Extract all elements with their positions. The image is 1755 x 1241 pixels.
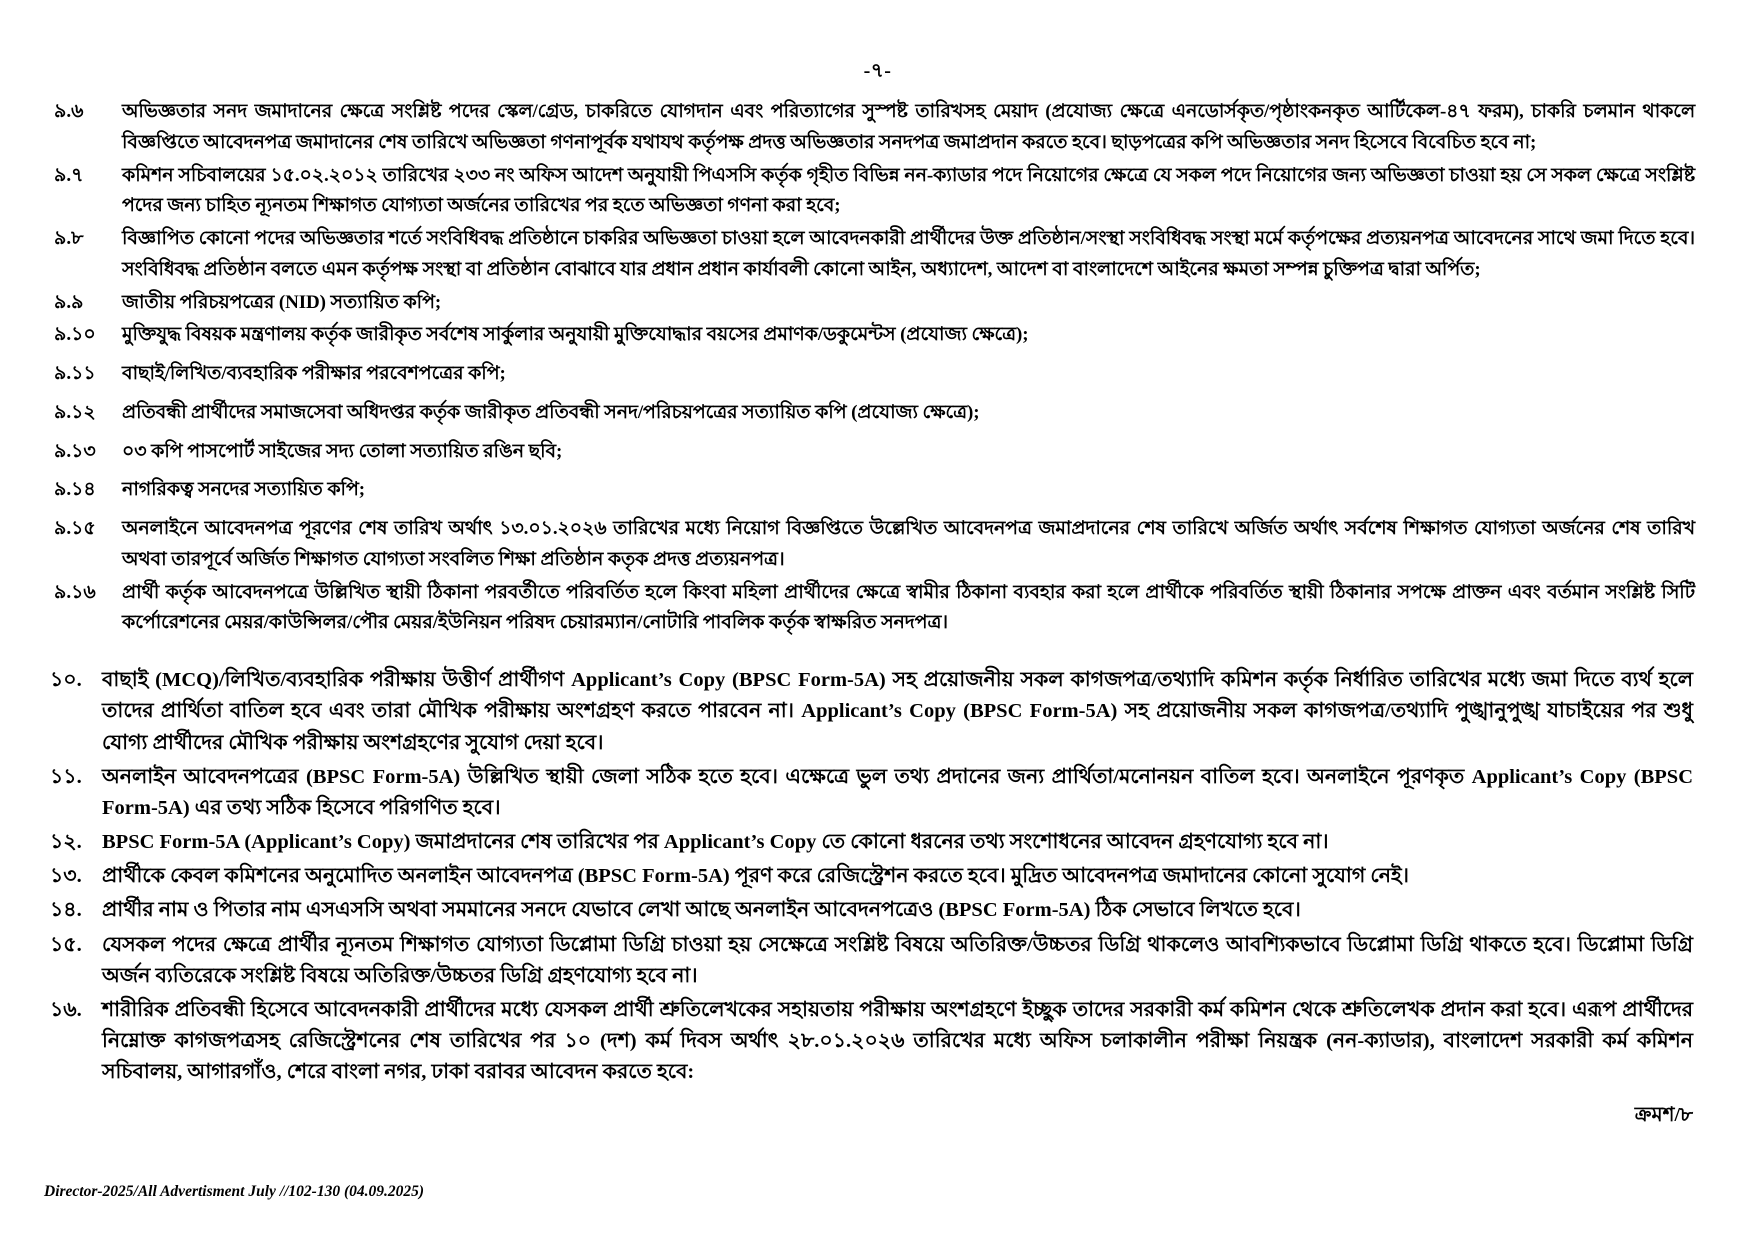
sub-clause-number: ৯.১৫: [54, 518, 96, 540]
sub-clause-number: ৯.১১: [54, 363, 96, 385]
sub-clause-number: ৯.১৬: [54, 581, 96, 603]
sub-clause-number: ৯.৬: [54, 101, 84, 122]
sub-clause-text: নাগরিকত্ব সনদের সত্যায়িত কপি;: [122, 479, 365, 501]
sub-clause-item: [50, 288, 1695, 319]
main-clause-number: ১৫.: [50, 933, 82, 956]
main-clause-number: ১৩.: [50, 865, 82, 888]
sub-clause-item: [50, 97, 1695, 159]
sub-clause-number: ৯.৭: [54, 164, 84, 186]
sub-clause-text: বিজ্ঞাপিত কোনো পদের অভিজ্ঞতার শর্তে সংবিধিবদ্ধ প্রতিষ্ঠানে চাকরির অভিজ্ঞতা চাওয়া হলে আবেদনকারী প্রার্থীদের উক্ত প্রতিষ্ঠান/সংস্থা সংবিধিবদ্ধ সংস্থা মর্মে কর্তৃপক্ষের প্রত্যয়নপত্র আবেদনের সাথে জমা দিতে হবে। সংবিধিবদ্ধ প্রতিষ্ঠান বলতে এমন কর্তৃপক্ষ সংস্থা বা প্রতিষ্ঠান বোঝাবে যার প্রধান প্রধান কার্যাবলী কোনো আইন, অধ্যাদেশ, আদেশ বা বাংলাদেশে আইনের ক্ষমতা সম্পন্ন চুক্তিপত্র দ্বারা অর্পিত;: [122, 228, 1695, 280]
main-clause-number: ১৪.: [50, 899, 82, 922]
main-clause-item: [40, 895, 1693, 926]
sub-clause-item: [50, 398, 1695, 429]
sub-clause-item: [50, 475, 1695, 506]
main-clause-item: [40, 930, 1693, 992]
page-number: -৭-: [863, 60, 892, 82]
main-clause-number: ১১.: [50, 765, 82, 788]
sub-clause-text: কমিশন সচিবালয়ের ১৫.০২.২০১২ তারিখের ২৩৩ নং অফিস আদেশ অনুযায়ী পিএসসি কর্তৃক গৃহীত বিভিন্ন নন-ক্যাডার পদে নিয়োগের ক্ষেত্রে যে সকল পদে নিয়োগের জন্য অভিজ্ঞতা চাওয়া হয় সে সকল ক্ষেত্রে সংশ্লিষ্ট পদের জন্য চাহিত ন্যূনতম শিক্ষাগত যোগ্যতা অর্জনের তারিখের পর হতে অভিজ্ঞতা গণনা করা হবে;: [122, 164, 1695, 217]
main-clause-text: প্রার্থীর নাম ও পিতার নাম এসএসসি অথবা সমমানের সনদে যেভাবে লেখা আছে অনলাইন আবেদনপত্রেও (BPSC Form-5A) ঠিক সেভাবে লিখতে হবে।: [102, 899, 1301, 922]
sub-clause-text: বাছাই/লিখিত/ব্যবহারিক পরীক্ষার পরবেশপত্রের কপি;: [122, 363, 506, 385]
sub-clause-number: ৯.৮: [54, 228, 84, 250]
sub-clause-text: অনলাইনে আবেদনপত্র পূরণের শেষ তারিখ অর্থাৎ ১৩.০১.২০২৬ তারিখের মধ্যে নিয়োগ বিজ্ঞপ্তিতে উল্লেখিত আবেদনপত্র জমাপ্রদানের শেষ তারিখে অর্জিত অর্থাৎ সর্বশেষ শিক্ষাগত যোগ্যতা অর্জনের শেষ তারিখ অথবা তারপূর্বে অর্জিত শিক্ষাগত যোগ্যতা সংবলিত শিক্ষা প্রতিষ্ঠান কতৃক প্রদত্ত প্রত্যয়নপত্র।: [122, 518, 1695, 570]
main-clause-item: [40, 995, 1693, 1088]
main-clause-text: BPSC Form-5A (Applicant’s Copy) জমাপ্রদানের শেষ তারিখের পর Applicant’s Copy তে কোনো ধরনের তথ্য সংশোধনের আবেদন গ্রহণযোগ্য হবে না।: [102, 831, 1329, 854]
sub-clause-item: [50, 437, 1695, 468]
main-clause-item: [40, 861, 1693, 892]
sub-clause-text: জাতীয় পরিচয়পত্রের (NID) সত্যায়িত কপি;: [122, 291, 442, 313]
sub-clause-number: ৯.৯: [54, 291, 84, 313]
sub-clause-item: [50, 578, 1695, 640]
sub-clause-number: ৯.১৩: [54, 440, 96, 462]
main-clause-text: বাছাই (MCQ)/লিখিত/ব্যবহারিক পরীক্ষায় উত্তীর্ণ প্রার্থীগণ Applicant’s Copy (BPSC Form-5A) সহ প্রয়োজনীয় সকল কাগজপত্র/তথ্যাদি কমিশন কর্তৃক নির্ধারিত তারিখের মধ্যে জমা দিতে ব্যর্থ হলে তাদের প্রার্থিতা বাতিল হবে এবং তারা মৌখিক পরীক্ষায় অংশগ্রহণ করতে পারবেন না। Applicant’s Copy (BPSC Form-5A) সহ প্রয়োজনীয় সকল কাগজপত্র/তথ্যাদি পুঙ্খানুপুঙ্খ যাচাইয়ের পর শুধু যোগ্য প্রার্থীদের মৌখিক পরীক্ষায় অংশগ্রহণের সুযোগ দেয়া হবে।: [102, 669, 1693, 754]
main-clause-item: [40, 665, 1693, 758]
sub-clause-list: [0, 97, 1755, 639]
sub-clause-item: [50, 514, 1695, 576]
main-clause-number: ১৬.: [50, 998, 82, 1021]
main-clause-item: [40, 827, 1693, 858]
main-clause-text: শারীরিক প্রতিবন্ধী হিসেবে আবেদনকারী প্রার্থীদের মধ্যে যেসকল প্রার্থী শ্রুতিলেখকের সহায়তায় পরীক্ষায় অংশগ্রহণে ইচ্ছুক তাদের সরকারী কর্ম কমিশন থেকে শ্রুতিলেখক প্রদান করা হবে। এরূপ প্রার্থীদের নিম্নোক্ত কাগজপত্রসহ রেজিস্ট্রেশনের শেষ তারিখের পর ১০ (দশ) কর্ম দিবস অর্থাৎ ২৮.০১.২০২৬ তারিখের মধ্যে অফিস চলাকালীন পরীক্ষা নিয়ন্ত্রক (নন-ক্যাডার), বাংলাদেশ সরকারী কর্ম কমিশন সচিবালয়, আগারগাঁও, শেরে বাংলা নগর, ঢাকা বরাবর আবেদন করতে হবে:: [102, 998, 1693, 1084]
sub-clause-number: ৯.১৪: [54, 479, 96, 501]
sub-clause-text: অভিজ্ঞতার সনদ জমাদানের ক্ষেত্রে সংশ্লিষ্ট পদের স্কেল/গ্রেড, চাকরিতে যোগদান এবং পরিত্যাগের সুস্পষ্ট তারিখসহ মেয়াদ (প্রযোজ্য ক্ষেত্রে এনডোর্সকৃত/পৃষ্ঠাংকনকৃত আর্টিকেল-৪৭ ফরম), চাকরি চলমান থাকলে বিজ্ঞপ্তিতে আবেদনপত্র জমাদানের শেষ তারিখে অভিজ্ঞতা গণনাপূর্বক যথাযথ কর্তৃপক্ষ প্রদত্ত অভিজ্ঞতার সনদপত্র জমাপ্রদান করতে হবে। ছাড়পত্রের কপি অভিজ্ঞতার সনদ হিসেবে বিবেচিত হবে না;: [122, 101, 1695, 153]
sub-clause-text: ০৩ কপি পাসপোর্ট সাইজের সদ্য তোলা সত্যায়িত রঙিন ছবি;: [122, 440, 563, 462]
sub-clause-item: [50, 359, 1695, 390]
sub-clause-item: [50, 224, 1695, 286]
sub-clause-item: [50, 161, 1695, 223]
sub-clause-number: ৯.১০: [54, 324, 96, 346]
footer-reference: Director-2025/All Advertisment July //102-130 (04.09.2025): [44, 1183, 425, 1200]
sub-clause-text: প্রার্থী কর্তৃক আবেদনপত্রে উল্লিখিত স্থায়ী ঠিকানা পরবর্তীতে পরিবর্তিত হলে কিংবা মহিলা প্রার্থীদের ক্ষেত্রে স্বামীর ঠিকানা ব্যবহার করা হলে প্রার্থীকে পরিবর্তিত স্থায়ী ঠিকানার সপক্ষে প্রাক্তন এবং বর্তমান সংশ্লিষ্ট সিটি কর্পোরেশনের মেয়র/কাউন্সিলর/পৌর মেয়র/ইউনিয়ন পরিষদ চেয়ারম্যান/নোটারি পাবলিক কর্তৃক স্বাক্ষরিত সনদপত্র।: [122, 581, 1695, 634]
continued-marker: ক্রমশ/৮: [1634, 1104, 1693, 1126]
sub-clause-number: ৯.১২: [54, 401, 96, 423]
sub-clause-text: প্রতিবন্ধী প্রার্থীদের সমাজসেবা অধিদপ্তর কর্তৃক জারীকৃত প্রতিবন্ধী সনদ/পরিচয়পত্রের সত্যায়িত কপি (প্রযোজ্য ক্ষেত্রে);: [122, 401, 980, 423]
main-clause-item: [40, 762, 1693, 824]
main-clause-list: [0, 665, 1755, 1088]
main-clause-number: ১০.: [50, 669, 82, 692]
main-clause-text: প্রার্থীকে কেবল কমিশনের অনুমোদিত অনলাইন আবেদনপত্র (BPSC Form-5A) পূরণ করে রেজিস্ট্রেশন করতে হবে। মুদ্রিত আবেদনপত্র জমাদানের কোনো সুযোগ নেই।: [102, 865, 1409, 888]
main-clause-text: যেসকল পদের ক্ষেত্রে প্রার্থীর ন্যূনতম শিক্ষাগত যোগ্যতা ডিপ্লোমা ডিগ্রি চাওয়া হয় সেক্ষেত্রে সংশ্লিষ্ট বিষয়ে অতিরিক্ত/উচ্চতর ডিগ্রি থাকলেও আবশ্যিকভাবে ডিপ্লোমা ডিগ্রি থাকতে হবে। ডিপ্লোমা ডিগ্রি অর্জন ব্যতিরেকে সংশ্লিষ্ট বিষয়ে অতিরিক্ত/উচ্চতর ডিগ্রি গ্রহণযোগ্য হবে না।: [102, 933, 1693, 987]
sub-clause-text: মুক্তিযুদ্ধ বিষয়ক মন্ত্রণালয় কর্তৃক জারীকৃত সর্বশেষ সার্কুলার অনুযায়ী মুক্তিযোদ্ধার বয়সের প্রমাণক/ডকুমেন্টস (প্রযোজ্য ক্ষেত্রে);: [122, 324, 1029, 346]
main-clause-number: ১২.: [50, 831, 82, 854]
sub-clause-item: [50, 320, 1695, 351]
main-clause-text: অনলাইন আবেদনপত্রের (BPSC Form-5A) উল্লিখিত স্থায়ী জেলা সঠিক হতে হবে। এক্ষেত্রে ভুল তথ্য প্রদানের জন্য প্রার্থিতা/মনোনয়ন বাতিল হবে। অনলাইনে পূরণকৃত Applicant’s Copy (BPSC Form-5A) এর তথ্য সঠিক হিসেবে পরিগণিত হবে।: [102, 765, 1693, 819]
